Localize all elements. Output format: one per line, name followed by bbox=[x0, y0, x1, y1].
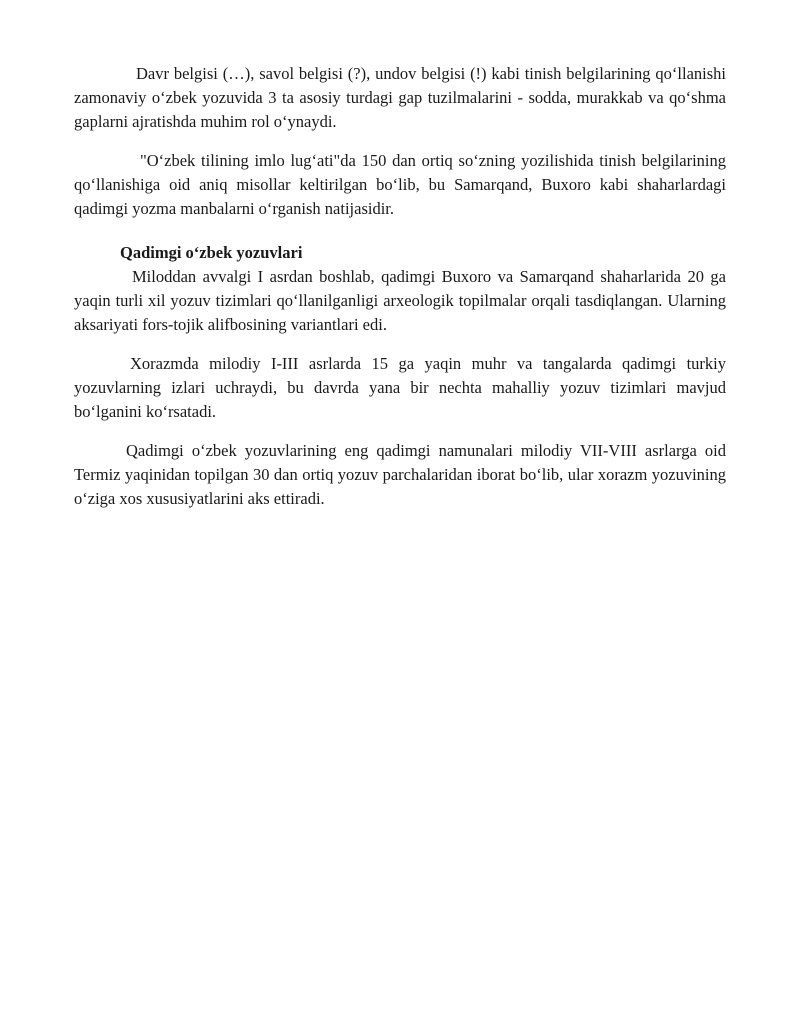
document-page bbox=[74, 62, 726, 511]
paragraph-khorezm: Xorazmda milodiy I-III asrlarda 15 ga yaqin muhr va tangalarda qadimgi turkiy yozuvlarning izlari uchraydi, bu davrda yana bir nechta mahalliy yozuv tizimlari mavjud bo‘lganini ko‘rsatadi. bbox=[74, 354, 726, 421]
paragraph-spelling-dictionary: "O‘zbek tilining imlo lug‘ati"da 150 dan ortiq so‘zning yozilishida tinish belgilarining qo‘llanishiga oid aniq misollar keltirilgan bo‘lib, bu Samarqand, Buxoro kabi shaharlardagi qadimgi yozma manbalarni o‘rganish natijasidir. bbox=[74, 151, 726, 218]
section-heading: Qadimgi o‘zbek yozuvlari bbox=[120, 243, 303, 262]
paragraph-punctuation: Davr belgisi (…), savol belgisi (?), undov belgisi (!) kabi tinish belgilarining qo‘llanishi zamonaviy o‘zbek yozuvida 3 ta asosiy turdagi gap tuzilmalarini - sodda, murakkab va qo‘shma gaplarni ajratishda muhim rol o‘ynaydi. bbox=[74, 64, 726, 131]
paragraph-ancient-writing-systems: Miloddan avvalgi I asrdan boshlab, qadimgi Buxoro va Samarqand shaharlarida 20 ga yaqin turli xil yozuv tizimlari qo‘llanilganligi arxeologik topilmalar orqali tasdiqlangan. Ularning aksariyati fors-tojik alifbosining variantlari edi. bbox=[74, 267, 726, 334]
paragraph-termez-samples: Qadimgi o‘zbek yozuvlarining eng qadimgi namunalari milodiy VII-VIII asrlarga oid Termiz yaqinidan topilgan 30 dan ortiq yozuv parchalaridan iborat bo‘lib, ular xorazm yozuvining o‘ziga xos xususiyatlarini aks ettiradi. bbox=[74, 441, 726, 508]
